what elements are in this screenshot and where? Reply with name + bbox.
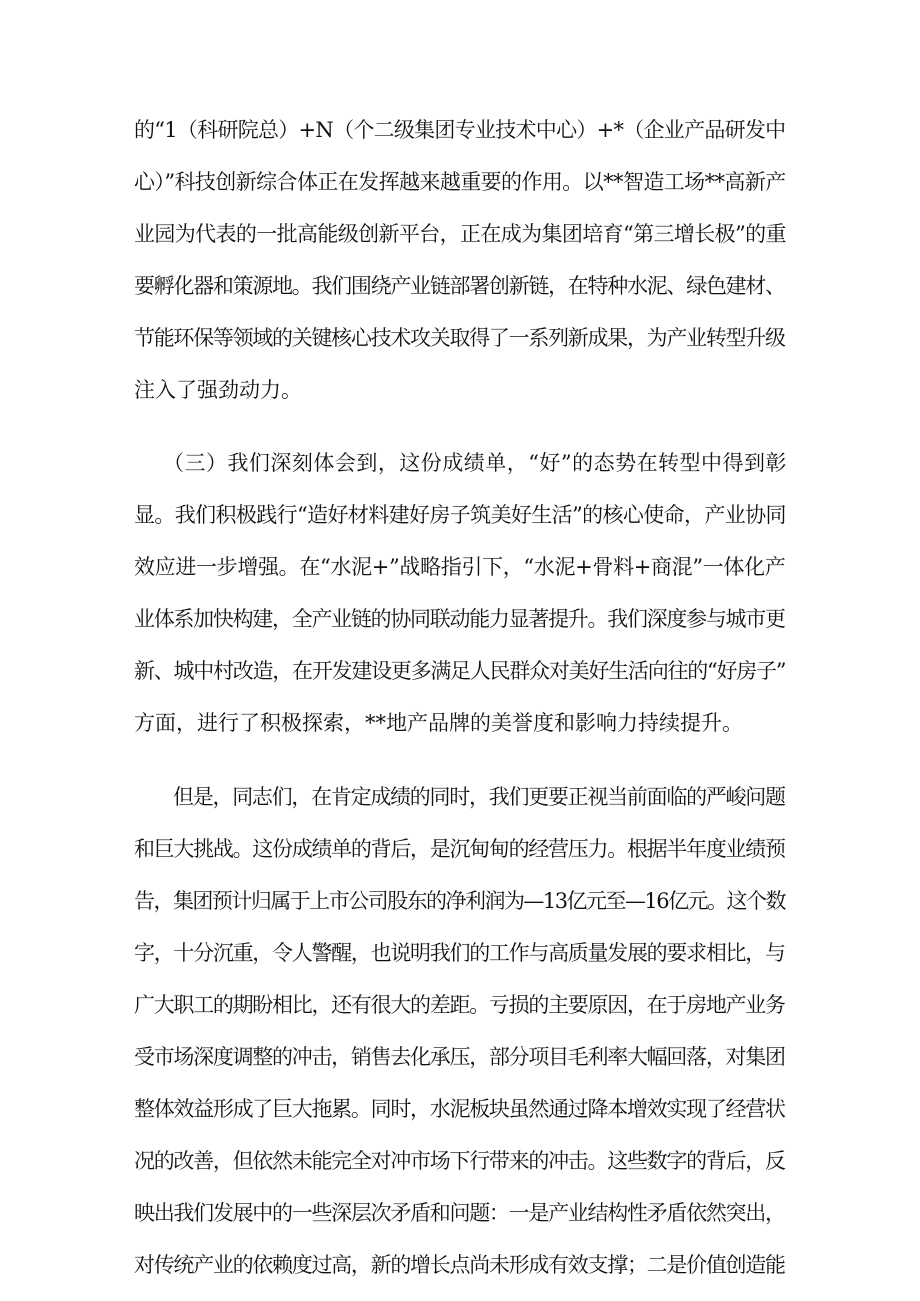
paragraph-3-line-10: 对传统产业的依赖度过高，新的增长点尚未形成有效支撑；二是价值创造能 (134, 1253, 785, 1277)
paragraph-2-line-1: （三）我们深刻体会到，这份成绩单，“好”的态势在转型中得到彰 (163, 451, 787, 475)
paragraph-3-line-8: 况的改善，但依然未能完全对冲市场下行带来的冲击。这些数字的背后，反 (134, 1149, 785, 1173)
paragraph-3-line-7: 整体效益形成了巨大拖累。同时，水泥板块虽然通过降本增效实现了经营状 (134, 1097, 785, 1121)
paragraph-3-line-2: 和巨大挑战。这份成绩单的背后，是沉甸甸的经营压力。根据半年度业绩预 (134, 837, 785, 861)
paragraph-3-line-4: 字，十分沉重，令人警醒，也说明我们的工作与高质量发展的要求相比，与 (134, 941, 785, 965)
paragraph-1-line-6: 注入了强劲动力。 (134, 378, 302, 402)
paragraph-2-line-3: 效应进一步增强。在“水泥+”战略指引下，“水泥+骨料+商混”一体化产 (134, 555, 786, 579)
paragraph-3-line-5: 广大职工的期盼相比，还有很大的差距。亏损的主要原因，在于房地产业务 (134, 993, 785, 1017)
paragraph-3-line-1: 但是，同志们，在肯定成绩的同时，我们更要正视当前面临的严峻问题 (173, 785, 785, 809)
paragraph-2-line-2: 显。我们积极践行“造好材料建好房子筑美好生活”的核心使命，产业协同 (134, 503, 786, 527)
paragraph-3-line-6: 受市场深度调整的冲击，销售去化承压，部分项目毛利率大幅回落，对集团 (134, 1045, 785, 1069)
paragraph-3-line-9: 映出我们发展中的一些深层次矛盾和问题：一是产业结构性矛盾依然突出， (134, 1201, 785, 1225)
paragraph-1-line-2: 心）”科技创新综合体正在发挥越来越重要的作用。以**智造工场**高新产 (134, 170, 786, 194)
paragraph-1-line-1: 的“1（科研院总）+N（个二级集团专业技术中心）+*（企业产品研发中 (134, 118, 786, 142)
paragraph-1-line-5: 节能环保等领域的关键核心技术攻关取得了一系列新成果，为产业转型升级 (134, 326, 785, 350)
paragraph-2-line-4: 业体系加快构建，全产业链的协同联动能力显著提升。我们深度参与城市更 (134, 607, 785, 631)
paragraph-1-line-4: 要孵化器和策源地。我们围绕产业链部署创新链，在特种水泥、绿色建材、 (134, 274, 785, 298)
paragraph-3-line-3: 告，集团预计归属于上市公司股东的净利润为—13亿元至—16亿元。这个数 (134, 889, 785, 913)
paragraph-2-line-6: 方面，进行了积极探索，**地产品牌的美誉度和影响力持续提升。 (134, 711, 743, 735)
paragraph-2-line-5: 新、城中村改造，在开发建设更多满足人民群众对美好生活向往的“好房子” (134, 659, 786, 683)
paragraph-1-line-3: 业园为代表的一批高能级创新平台，正在成为集团培育“第三增长极”的重 (134, 222, 786, 246)
